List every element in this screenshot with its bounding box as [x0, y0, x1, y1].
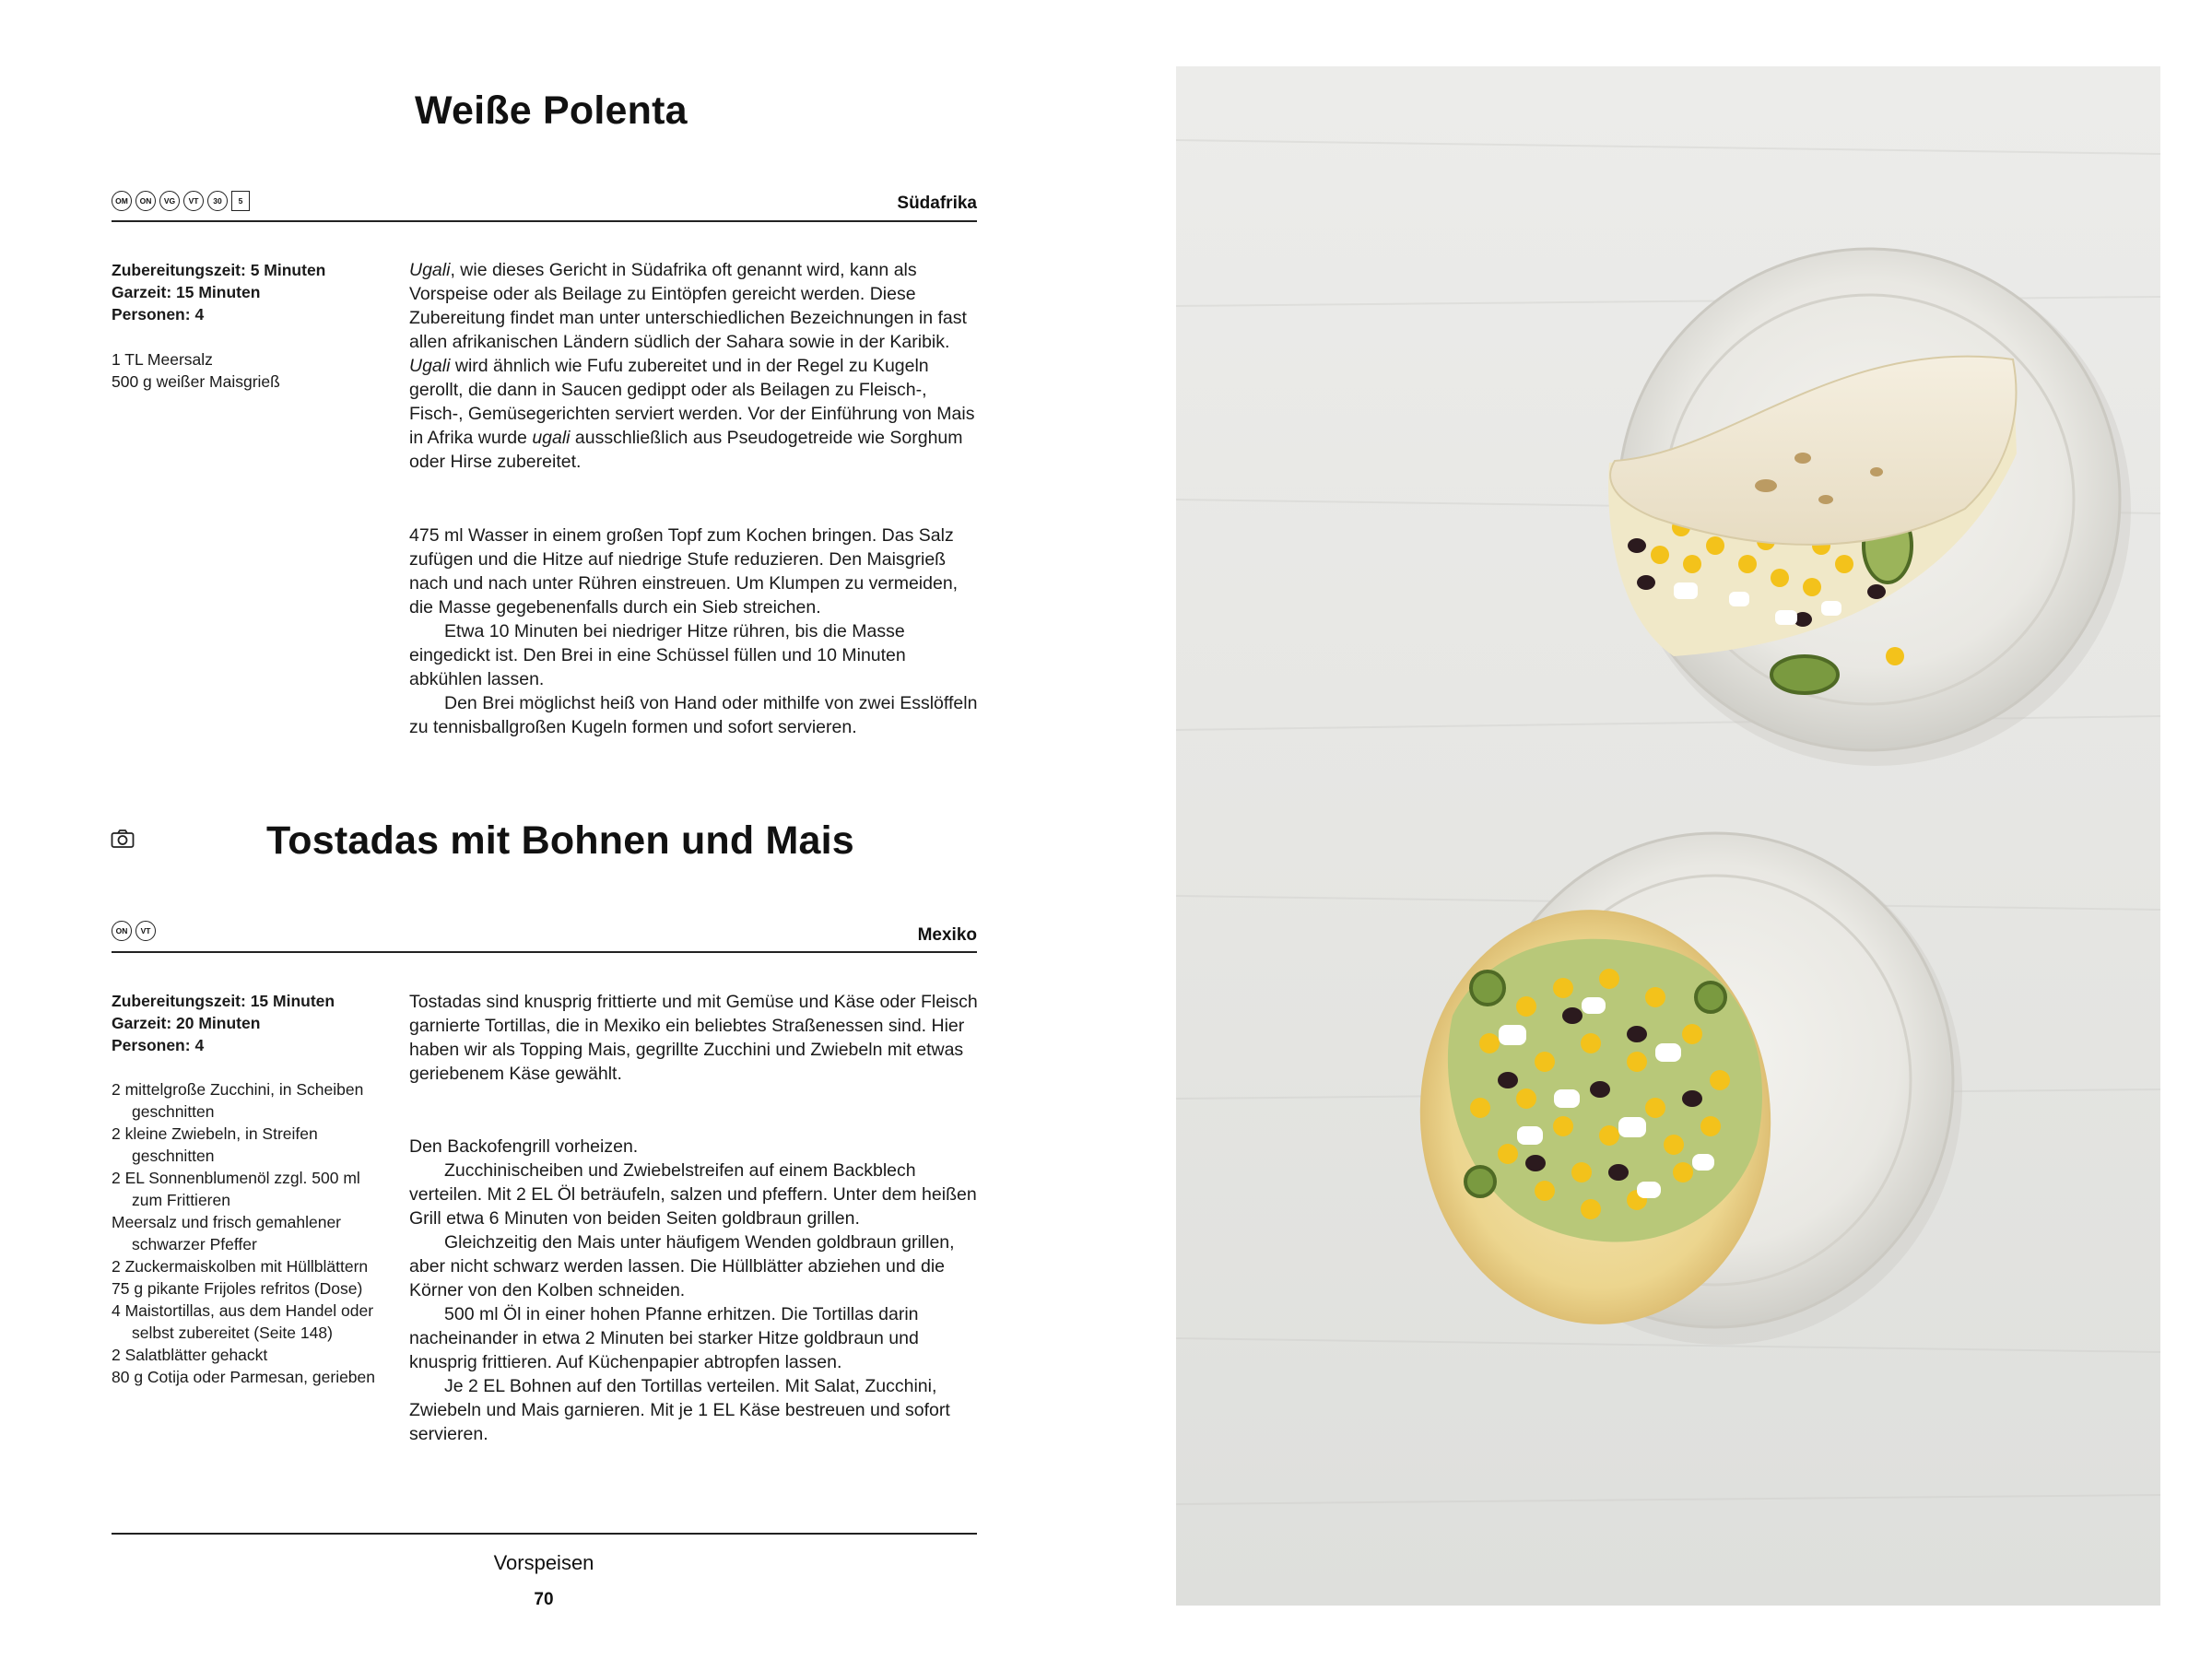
recipe2-prep-time: Zubereitungszeit: 15 Minuten: [112, 992, 335, 1010]
recipe2-ingredients: [112, 1078, 379, 1388]
ingredient-item: 2 mittelgroße Zucchini, in Scheiben geschnitten: [112, 1080, 364, 1121]
ingredient-item: 80 g Cotija oder Parmesan, gerieben: [112, 1368, 376, 1386]
plate-bottom: [1406, 833, 1962, 1345]
badge-vg: VG: [159, 191, 180, 211]
method-step: Zucchinischeiben und Zwiebelstreifen auf einem Backblech verteilen. Mit 2 EL Öl beträufeln, salzen und pfeffern. Unter dem heißen Grill etwa 6 Minuten von beiden Seiten goldbraun grillen.: [409, 1160, 977, 1229]
method-step: Den Backofengrill vorheizen.: [409, 1136, 639, 1157]
footer-divider: [112, 1533, 977, 1535]
badge-om: OM: [112, 191, 132, 211]
food-photo: [1176, 66, 2160, 1606]
intro-text: ausschließlich aus Pseudogetreide wie Sorghum oder Hirse zubereitet.: [409, 428, 963, 472]
badge-on: ON: [112, 921, 132, 941]
intro-text: , wie dieses Gericht in Südafrika oft genannt wird, kann als Vorspeise oder als Beilage zu Eintöpfen gereicht werden. Diese Zubereitung findet man unter unterschiedlichen Bezeichnungen in fast allen afrikanischen Ländern südlich der Sahara sowie in der Karibik.: [409, 260, 967, 352]
method-step: Gleichzeitig den Mais unter häufigem Wenden goldbraun grillen, aber nicht schwarz werden lassen. Die Hüllblätter abziehen und die Körner von den Kolben schneiden.: [409, 1232, 955, 1300]
recipe1-ingredients: [112, 348, 379, 393]
recipe1-cook-time: Garzeit: 15 Minuten: [112, 283, 261, 301]
recipe1-meta: [112, 259, 379, 325]
badge-on: ON: [135, 191, 156, 211]
ingredient-item: 1 TL Meersalz: [112, 350, 213, 369]
recipe1-diet-badges: [112, 191, 250, 211]
recipe1-title: Weiße Polenta: [415, 88, 688, 133]
recipe1-servings: Personen: 4: [112, 305, 205, 324]
recipe2-country: Mexiko: [917, 925, 977, 945]
method-step: Etwa 10 Minuten bei niedriger Hitze rühren, bis die Masse eingedickt ist. Den Brei in eine Schüssel füllen und 10 Minuten abkühlen lassen.: [409, 621, 906, 689]
recipe2-divider: [112, 951, 977, 953]
recipe2-intro: Tostadas sind knusprig frittierte und mit Gemüse und Käse oder Fleisch garnierte Tortillas, die in Mexiko ein beliebtes Straßenessen sind. Hier haben wir als Topping Mais, gegrillte Zucchini und Zwiebeln mit etwas geriebenem Käse gewählt.: [409, 992, 978, 1084]
ingredient-item: 2 kleine Zwiebeln, in Streifen geschnitten: [112, 1124, 318, 1165]
ingredient-item: 2 Zuckermaiskolben mit Hüllblättern: [112, 1257, 369, 1276]
recipe2-method: [409, 1135, 979, 1446]
camera-icon: [111, 829, 135, 849]
intro-italic: Ugali: [409, 260, 451, 280]
intro-italic: Ugali: [409, 356, 451, 376]
intro-italic: ugali: [532, 428, 571, 448]
method-step: Je 2 EL Bohnen auf den Tortillas verteilen. Mit Salat, Zucchini, Zwiebeln und Mais garnieren. Mit je 1 EL Käse bestreuen und sofort servieren.: [409, 1376, 950, 1444]
method-step: 475 ml Wasser in einem großen Topf zum Kochen bringen. Das Salz zufügen und die Hitze auf niedrige Stufe reduzieren. Den Maisgrieß nach und nach unter Rühren einstreuen. Um Klumpen zu vermeiden, die Masse gegebenenfalls durch ein Sieb streichen.: [409, 525, 959, 618]
method-step: Den Brei möglichst heiß von Hand oder mithilfe von zwei Esslöffeln zu tennisballgroßen Kugeln formen und sofort servieren.: [409, 693, 978, 737]
ingredient-item: 2 Salatblätter gehackt: [112, 1346, 268, 1364]
recipe2-title: Tostadas mit Bohnen und Mais: [266, 818, 854, 863]
recipe1-prep-time: Zubereitungszeit: 5 Minuten: [112, 261, 326, 279]
ingredient-item: 500 g weißer Maisgrieß: [112, 372, 280, 391]
recipe1-intro: [409, 258, 979, 474]
ingredient-item: 4 Maistortillas, aus dem Handel oder selbst zubereitet (Seite 148): [112, 1301, 374, 1342]
badge-vt: VT: [135, 921, 156, 941]
badge-30-min: 30: [207, 191, 228, 211]
intro-text: wird ähnlich wie Fufu zubereitet und in der Regel zu Kugeln gerollt, die dann in Saucen gedippt oder als Beilagen zu Fleisch-, Fisch-, Gemüsegerichten serviert werden. Vor der Einführung von Mais in Afrika wurde: [409, 356, 975, 448]
recipe2-servings: Personen: 4: [112, 1036, 205, 1054]
recipe1-divider: [112, 220, 977, 222]
page-number: 70: [534, 1590, 554, 1609]
badge-5-ingredients: 5: [231, 191, 250, 211]
recipe2-cook-time: Garzeit: 20 Minuten: [112, 1014, 261, 1032]
ingredient-item: Meersalz und frisch gemahlener schwarzer Pfeffer: [112, 1213, 342, 1253]
section-label: Vorspeisen: [493, 1551, 594, 1574]
ingredient-item: 75 g pikante Frijoles refritos (Dose): [112, 1279, 363, 1298]
badge-vt: VT: [183, 191, 204, 211]
plate-top: [1608, 249, 2131, 766]
method-step: 500 ml Öl in einer hohen Pfanne erhitzen. Die Tortillas darin nacheinander in etwa 2 Minuten bei starker Hitze goldbraun und knusprig frittieren. Auf Küchenpapier abtropfen lassen.: [409, 1304, 919, 1372]
recipe1-country: Südafrika: [897, 194, 977, 213]
recipe2-meta: [112, 990, 379, 1056]
recipe1-method: [409, 524, 979, 739]
ingredient-item: 2 EL Sonnenblumenöl zzgl. 500 ml zum Frittieren: [112, 1169, 360, 1209]
recipe2-diet-badges: [112, 921, 156, 941]
